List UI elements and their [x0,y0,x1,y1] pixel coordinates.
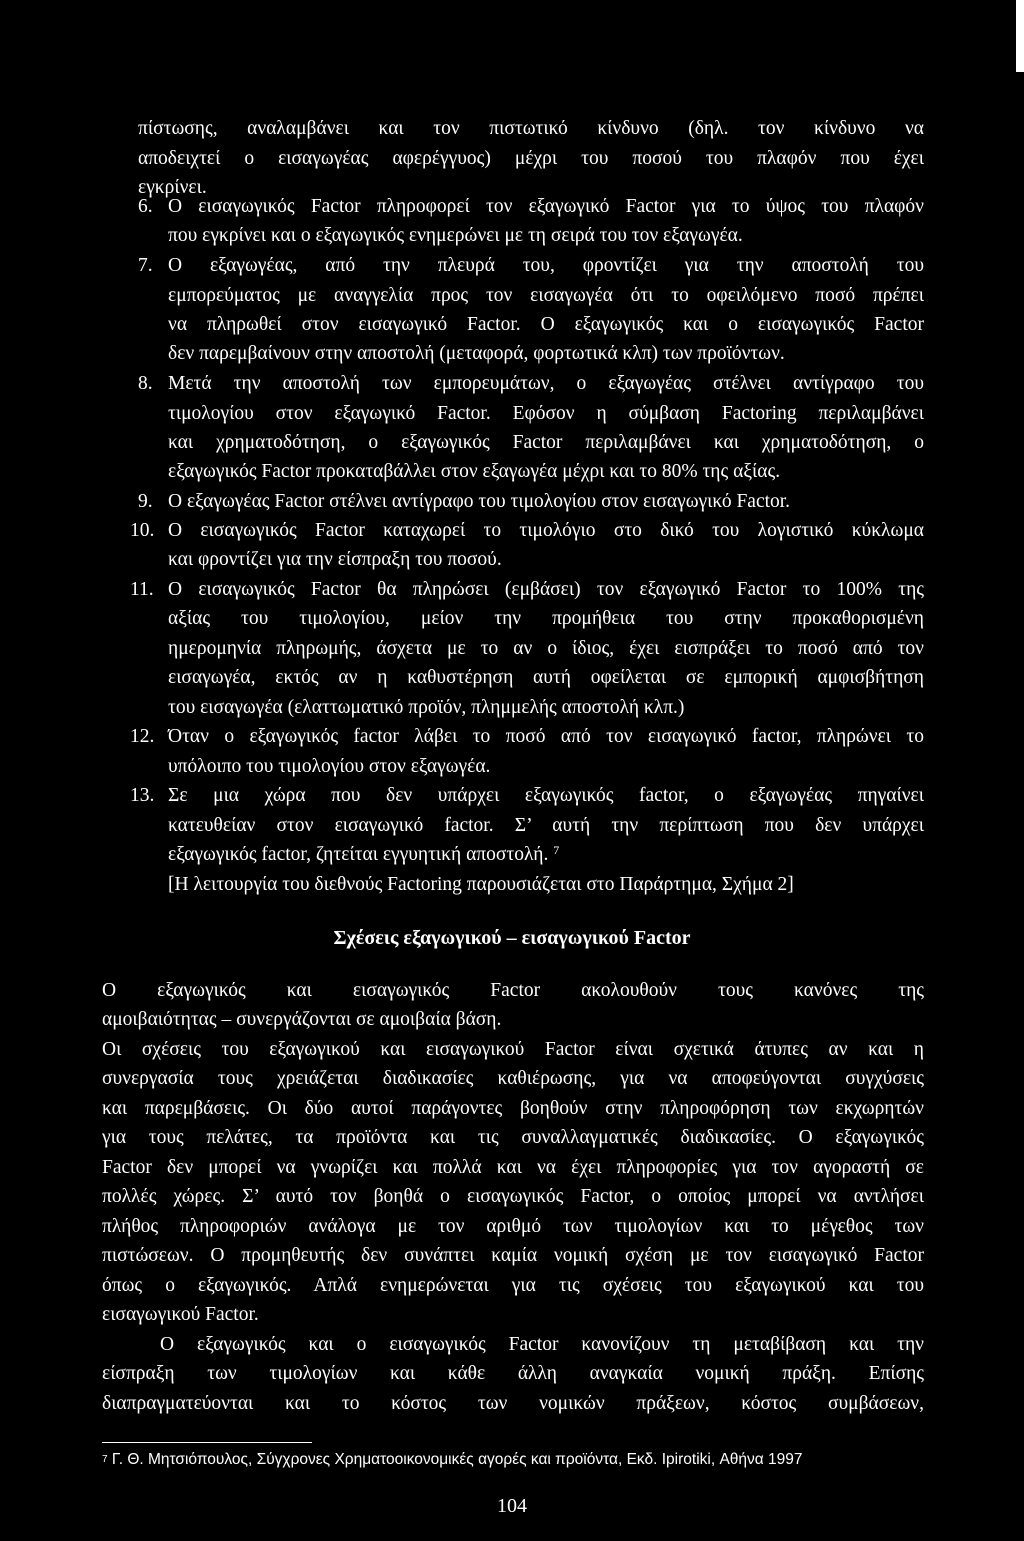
body-line: συνεργασία τους χρειάζεται διαδικασίες καθιέρωσης, για να αποφεύγονται συγχύσεις [102,1068,924,1089]
item-number: 13. [130,785,155,806]
intro-line: πίστωσης, αναλαμβάνει και τον πιστωτικό κίνδυνο (δηλ. τον κίνδυνο να [138,118,924,139]
item-line: Ο εισαγωγικός Factor θα πληρώσει (εμβάσει) τον εξαγωγικό Factor το 100% της [168,579,924,600]
item-number: 10. [130,520,155,541]
body-line: αμοιβαιότητας – συνεργάζονται σε αμοιβαία βάση. [102,1009,502,1030]
item-number: 9. [138,491,153,512]
item-line: αξίας του τιμολογίου, μείον την προμήθεια του στην προκαθορισμένη [168,608,924,629]
item-number: 6. [138,196,153,217]
item-line: και φροντίζει για την είσπραξη του ποσού. [168,549,502,570]
body-line: για τους πελάτες, τα προϊόντα και τις συναλλαγματικές διαδικασίες. Ο εξαγωγικός [102,1127,924,1148]
item-line: να πληρωθεί στον εισαγωγικό Factor. Ο εξαγωγικός και ο εισαγωγικός Factor [168,314,924,335]
body-line: Factor δεν μπορεί να γνωρίζει και πολλά και να έχει πληροφορίες για τον αγοραστή σε [102,1157,924,1178]
item-line: και χρηματοδότηση, ο εξαγωγικός Factor περιλαμβάνει και χρηματοδότηση, ο [168,432,924,453]
item-line: Ο εξαγωγέας Factor στέλνει αντίγραφο του τιμολογίου στον εισαγωγικό Factor. [168,491,791,512]
body-line: πολλές χώρες. Σ’ αυτό τον βοηθά ο εισαγωγικός Factor, ο οποίος μπορεί να αντλήσει [102,1186,924,1207]
body-line: και παρεμβάσεις. Οι δύο αυτοί παράγοντες βοηθούν στην πληροφόρηση των εκχωρητών [102,1098,924,1119]
item-line: κατευθείαν στον εισαγωγικό factor. Σ’ αυτή την περίπτωση που δεν υπάρχει [168,815,924,836]
item-line: ημερομηνία πληρωμής, άσχετα με το αν ο ίδιος, έχει εισπράξει το ποσό από τον [168,638,924,659]
item-line: Όταν ο εξαγωγικός factor λάβει το ποσό από τον εισαγωγικό factor, πληρώνει το [168,726,924,747]
item-number: 12. [130,726,155,747]
body-line: Ο εξαγωγικός και ο εισαγωγικός Factor κανονίζουν τη μεταβίβαση και την [160,1334,924,1355]
item-number: 7. [138,255,153,276]
body-line: όπως ο εξαγωγικός. Απλά ενημερώνεται για τις σχέσεις του εξαγωγικού και του [102,1275,924,1296]
intro-line: εγκρίνει. [138,177,207,198]
item-line: εξαγωγικός Factor προκαταβάλλει στον εξαγωγέα μέχρι και το 80% της αξίας. [168,461,781,482]
footnote-separator [102,1442,312,1443]
body-line: εισαγωγικού Factor. [102,1304,259,1325]
item-line: Μετά την αποστολή των εμπορευμάτων, ο εξαγωγέας στέλνει αντίγραφο του [168,373,924,394]
body-line: Ο εξαγωγικός και εισαγωγικός Factor ακολουθούν τους κανόνες της [102,980,924,1001]
footnote-mark: 7 [102,1454,108,1465]
body-line: διαπραγματεύονται και το κόστος των νομικών πράξεων, κόστος συμβάσεων, [102,1393,924,1414]
item-number: 8. [138,373,153,394]
section-heading: Σχέσεις εξαγωγικού – εισαγωγικού Factor [333,927,691,949]
scan-edge-mark [1016,0,1024,72]
item-line: Σε μια χώρα που δεν υπάρχει εξαγωγικός factor, ο εξαγωγέας πηγαίνει [168,785,924,806]
item-number: 11. [130,579,154,600]
item-line: τιμολογίου στον εξαγωγικό Factor. Εφόσον η σύμβαση Factoring περιλαμβάνει [168,403,924,424]
item-line [168,844,559,866]
page-number: 104 [497,1495,527,1517]
body-line: είσπραξη των τιμολογίων και κάθε άλλη αναγκαία νομική πράξη. Επίσης [102,1363,924,1384]
body-line: Οι σχέσεις του εξαγωγικού και εισαγωγικού Factor είναι σχετικά άτυπες αν και η [102,1039,924,1060]
item-line: Ο εισαγωγικός Factor πληροφορεί τον εξαγωγικό Factor για το ύψος του πλαφόν [168,196,924,217]
footnote-text: Γ. Θ. Μητσιόπουλος, Σύγχρονες Χρηματοοικονομικές αγορές και προϊόντα, Εκδ. Ipirotiki, Αθήνα 1997 [111,1451,803,1468]
item-line: Ο εισαγωγικός Factor καταχωρεί το τιμολόγιο στο δικό του λογιστικό κύκλωμα [168,520,924,541]
item-line: του εισαγωγέα (ελαττωματικό προϊόν, πλημμελής αποστολή κλπ.) [168,697,685,718]
body-line: πλήθος πληροφοριών ανάλογα με τον αριθμό των τιμολογίων και το μέγεθος των [102,1216,924,1237]
footnote [102,1450,932,1470]
item-line: που εγκρίνει και ο εξαγωγικός ενημερώνει με τη σειρά του τον εξαγωγέα. [168,225,743,246]
item-line: δεν παρεμβαίνουν στην αποστολή (μεταφορά, φορτωτικά κλπ) των προϊόντων. [168,343,785,364]
item-line: Ο εξαγωγέας, από την πλευρά του, φροντίζει για την αποστολή του [168,255,924,276]
item-line-text: εξαγωγικός factor, ζητείται εγγυητική αποστολή. [168,844,549,865]
item-line: υπόλοιπο του τιμολογίου στον εξαγωγέα. [168,756,491,777]
figure-note: [Η λειτουργία του διεθνούς Factoring παρουσιάζεται στο Παράρτημα, Σχήμα 2] [168,874,794,895]
body-line: πιστώσεων. Ο προμηθευτής δεν συνάπτει καμία νομική σχέση με τον εισαγωγικό Factor [102,1245,924,1266]
item-line: εισαγωγέα, εκτός αν η καθυστέρηση αυτή οφείλεται σε εμπορική αμφισβήτηση [168,667,924,688]
footnote-reference[interactable]: 7 [553,843,560,857]
item-line: εμπορεύματος με αναγγελία προς τον εισαγωγέα ότι το οφειλόμενο ποσό πρέπει [168,285,924,306]
intro-line: αποδειχτεί ο εισαγωγέας αφερέγγυος) μέχρι του ποσού του πλαφόν που έχει [138,148,924,169]
